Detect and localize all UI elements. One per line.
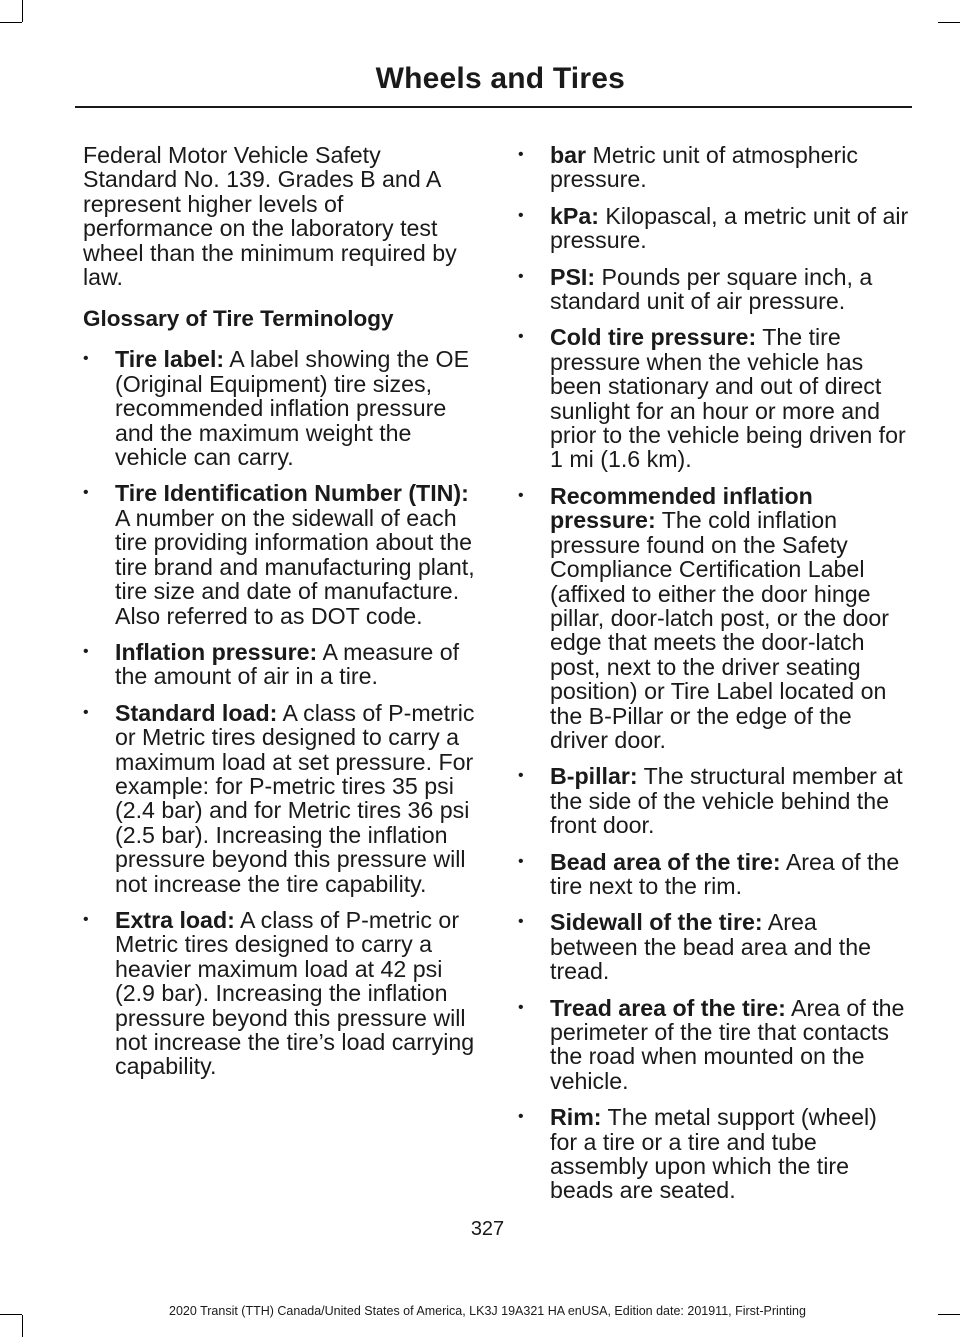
bullet: • — [518, 767, 524, 785]
definition: Area of the perimeter of the tire that contacts the road when mounted on the vehicle. — [550, 994, 905, 1094]
term: Rim: — [550, 1104, 602, 1131]
list-item — [518, 850, 910, 899]
list-item — [518, 910, 910, 983]
header-divider — [75, 106, 912, 108]
definition: The structural member at the side of the vehicle behind the front door. — [550, 763, 903, 839]
term: PSI: — [550, 263, 596, 290]
bullet: • — [83, 703, 89, 721]
definition: A label showing the OE (Original Equipment) tire sizes, recommended inflation pressure and the maximum weight the vehicle can carry. — [115, 346, 470, 471]
page-title: Wheels and Tires — [375, 62, 625, 95]
list-item — [518, 265, 910, 314]
term: Extra load: — [115, 906, 235, 933]
bullet: • — [518, 852, 524, 870]
crop-mark — [938, 22, 960, 23]
term: Standard load: — [115, 699, 278, 726]
list-item — [518, 764, 910, 837]
list-item — [83, 347, 478, 469]
right-column — [518, 143, 910, 1215]
term: Recommended inflation pressure: — [550, 482, 813, 534]
bullet: • — [518, 146, 524, 163]
crop-mark — [22, 0, 23, 22]
list-item — [518, 204, 910, 253]
term: Sidewall of the tire: — [550, 909, 763, 936]
footer-text: 2020 Transit (TTH) Canada/United States of America, LK3J 19A321 HA enUSA, Edition date: 201911, First-Printing — [169, 1304, 806, 1318]
list-item — [518, 1105, 910, 1203]
bullet: • — [83, 484, 89, 502]
glossary-list-right — [518, 143, 910, 1203]
definition: Area of the tire next to the rim. — [550, 848, 900, 899]
list-item — [83, 640, 478, 689]
term: Tire Identification Number (TIN): — [115, 480, 469, 507]
definition: A class of P-metric or Metric tires designed to carry a maximum load at set pressure. For example: for P-metric tires 35 psi (2.4 bar) and for Metric tires 36 psi (2.5 bar). Increasing the inflation pressure beyond this pressure will not increase the tire capability. — [115, 699, 475, 897]
bullet: • — [518, 998, 524, 1016]
term: kPa: — [550, 202, 599, 229]
glossary-list-left — [83, 347, 478, 1078]
crop-mark — [0, 22, 22, 23]
list-item — [83, 701, 478, 896]
list-item — [83, 908, 478, 1079]
definition: The metal support (wheel) for a tire or a tire and tube assembly upon which the tire beads are seated. — [550, 1104, 877, 1204]
definition: Kilopascal, a metric unit of air pressure. — [550, 202, 909, 254]
definition: The tire pressure when the vehicle has been stationary and out of direct sunlight for an hour or more and prior to the vehicle being driven for 1 mi (1.6 km). — [550, 324, 906, 473]
definition: The cold inflation pressure found on the Safety Compliance Certification Label (affixed to either the door hinge pillar, door-latch post, or the door edge that meets the door-latch post, next to the driver seating position) or Tire Label located on the B-Pillar or the edge of the driver door. — [550, 507, 889, 753]
term: Cold tire pressure: — [550, 324, 757, 351]
definition: A measure of the amount of air in a tire. — [115, 638, 460, 690]
definition: A number on the sidewall of each tire providing information about the tire brand and manufacturing plant, tire size and date of manufacture. Also referred to as DOT code. — [115, 504, 475, 629]
bullet: • — [83, 642, 89, 660]
crop-mark — [22, 1315, 23, 1337]
term: bar — [550, 142, 587, 168]
list-item — [518, 484, 910, 752]
bullet: • — [83, 350, 89, 368]
bullet: • — [518, 267, 524, 285]
definition: Area between the bead area and the tread. — [550, 909, 872, 985]
page-number: 327 — [470, 1218, 505, 1240]
term: Inflation pressure: — [115, 638, 318, 665]
intro-paragraph: Federal Motor Vehicle Safety Standard No. 139. Grades B and A represent higher levels of performance on the laboratory test wheel than the minimum required by law. — [83, 142, 457, 291]
bullet: • — [518, 328, 524, 346]
list-item — [518, 143, 910, 192]
definition: Metric unit of atmospheric pressure. — [550, 142, 859, 193]
definition: A class of P-metric or Metric tires designed to carry a heavier maximum load at 42 psi (2.9 bar). Increasing the inflation pressure beyond this pressure will not increase the tire’s load carrying capability. — [115, 906, 475, 1080]
term: B-pillar: — [550, 763, 638, 790]
bullet: • — [518, 1108, 524, 1126]
list-item — [518, 996, 910, 1094]
bullet: • — [518, 486, 524, 504]
term: Bead area of the tire: — [550, 848, 781, 875]
bullet: • — [83, 910, 89, 928]
list-item — [83, 481, 478, 627]
definition: Pounds per square inch, a standard unit of air pressure. — [550, 263, 873, 315]
glossary-heading: Glossary of Tire Terminology — [83, 306, 394, 332]
left-column — [83, 143, 478, 1091]
bullet: • — [518, 913, 524, 931]
list-item — [518, 325, 910, 471]
term: Tread area of the tire: — [550, 994, 786, 1021]
term: Tire label: — [115, 346, 225, 373]
bullet: • — [518, 206, 524, 224]
